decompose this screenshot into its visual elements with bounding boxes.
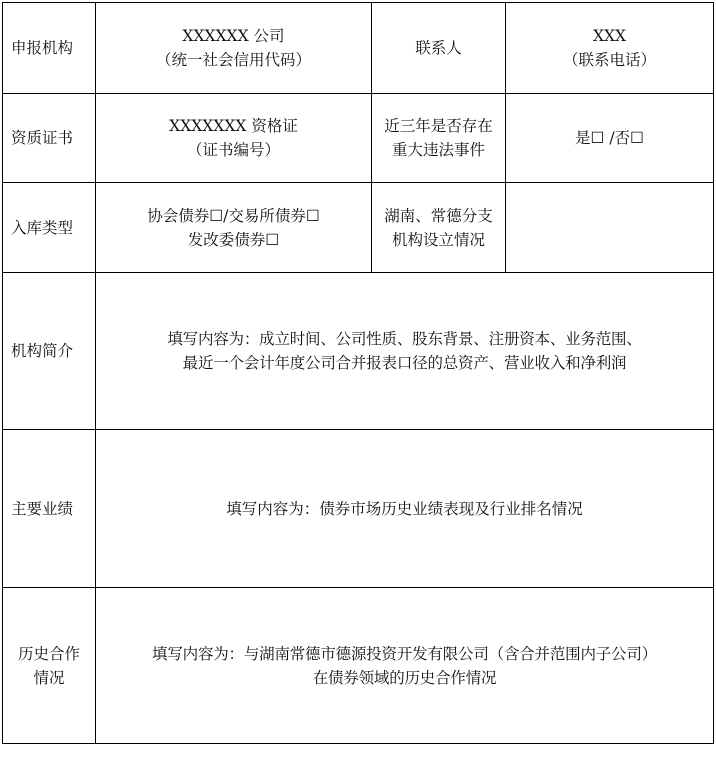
- profile-content[interactable]: [96, 273, 714, 430]
- certificate-cell[interactable]: [96, 94, 372, 183]
- violation-question-line1: 近三年是否存在: [384, 117, 493, 135]
- row-performance: [3, 430, 714, 588]
- listing-type-line1: 协会债券☐/交易所债券☐: [147, 206, 320, 225]
- cooperation-history-label-line1: 历史合作: [17, 644, 80, 663]
- violation-question-line2: 重大违法事件: [391, 141, 485, 159]
- profile-label: 机构简介: [3, 273, 96, 430]
- cooperation-hint-line1: 填写内容为：与湖南常德市德源投资开发有限公司（含合并范围内子公司）: [152, 644, 657, 663]
- cooperation-history-label: [3, 588, 96, 744]
- cooperation-history-label-line2: 情况: [33, 668, 65, 687]
- performance-label: 主要业绩: [3, 430, 96, 588]
- applicant-org-cell[interactable]: [96, 3, 372, 94]
- branch-setup-line1: 湖南、常德分支: [384, 206, 493, 225]
- cooperation-history-content[interactable]: [96, 588, 714, 744]
- row-qualification: [3, 94, 714, 183]
- listing-type-label: 入库类型: [3, 183, 96, 273]
- contact-cell[interactable]: [506, 3, 714, 94]
- row-profile: [3, 273, 714, 430]
- branch-setup-value[interactable]: [506, 183, 714, 273]
- profile-hint-line1: 填写内容为：成立时间、公司性质、股东背景、注册资本、业务范围、: [167, 330, 642, 348]
- application-form-table: [2, 2, 714, 744]
- cooperation-hint-line2: 在债券领域的历史合作情况: [312, 668, 497, 687]
- applicant-label: 申报机构: [3, 3, 96, 94]
- performance-hint: 填写内容为：债券市场历史业绩表现及行业排名情况: [226, 499, 583, 518]
- certificate-number: （证书编号）: [186, 141, 280, 159]
- contact-label: 联系人: [372, 3, 506, 94]
- branch-setup-line2: 机构设立情况: [391, 230, 485, 249]
- row-cooperation-history: [3, 588, 714, 744]
- qualification-label: 资质证书: [3, 94, 96, 183]
- performance-content[interactable]: [96, 430, 714, 588]
- violation-question-label: [372, 94, 506, 183]
- branch-setup-label: [372, 183, 506, 273]
- contact-phone: （联系电话）: [562, 51, 656, 69]
- row-applicant: [3, 3, 714, 94]
- certificate-name: XXXXXXX 资格证: [169, 117, 298, 135]
- violation-answer-checkboxes[interactable]: 是☐ /否☐: [506, 94, 714, 183]
- profile-hint-line2: 最近一个会计年度公司合并报表口径的总资产、营业收入和净利润: [182, 354, 627, 372]
- listing-type-checkboxes[interactable]: [96, 183, 372, 273]
- contact-name: XXX: [592, 27, 627, 45]
- applicant-credit-code: （统一社会信用代码）: [155, 51, 311, 69]
- listing-type-line2: 发改委债券☐: [187, 230, 280, 249]
- row-listing-type: [3, 183, 714, 273]
- applicant-org-name: XXXXXX 公司: [182, 27, 285, 45]
